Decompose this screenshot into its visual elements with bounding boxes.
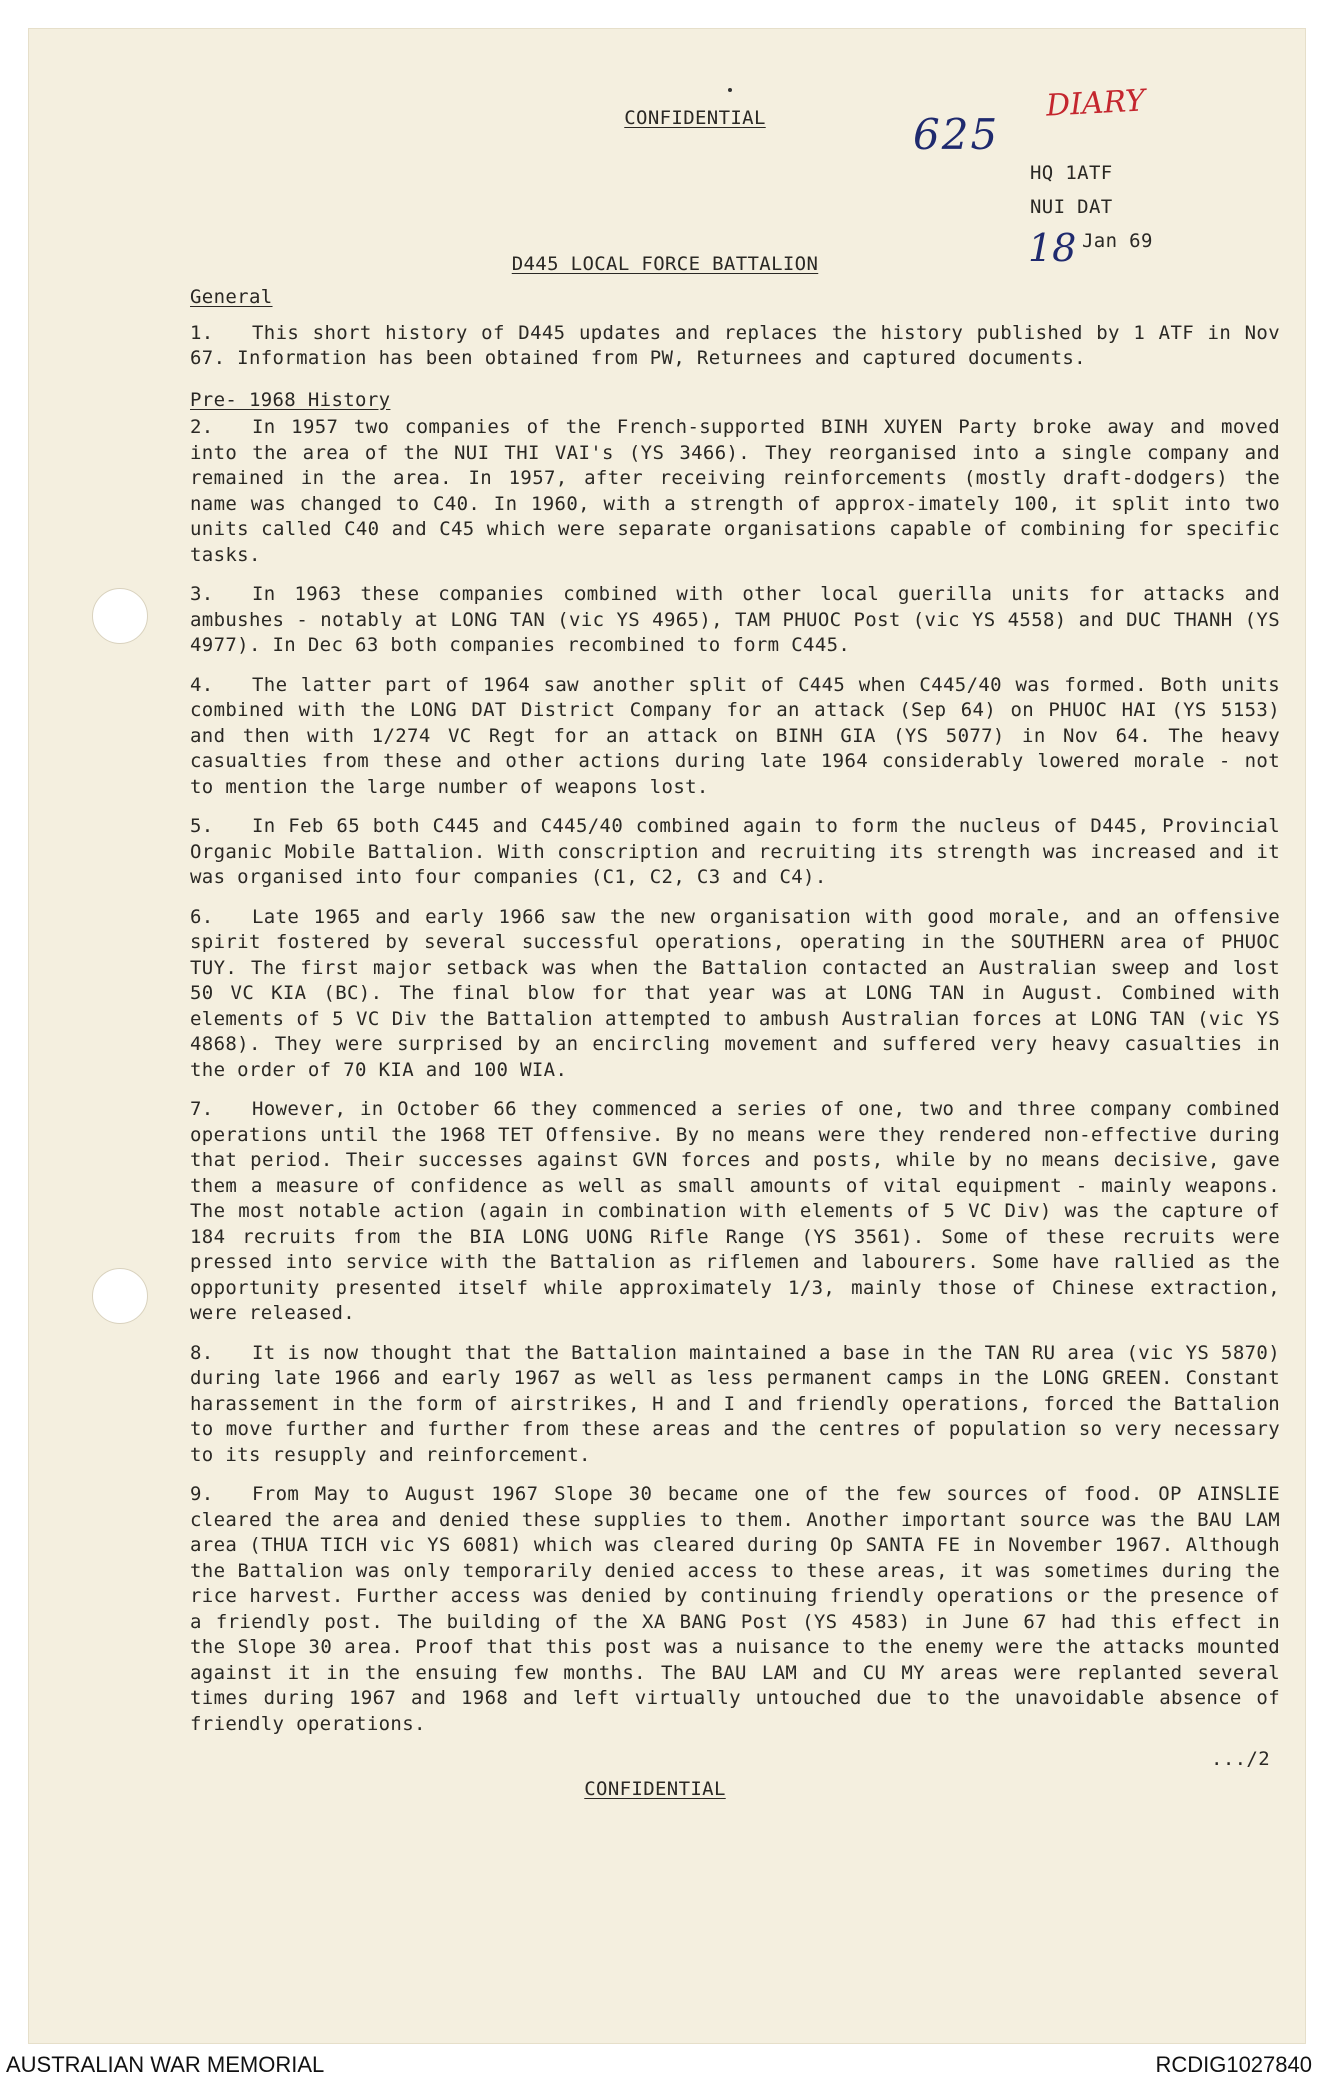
continuation-marker: .../2 xyxy=(1211,1748,1270,1770)
paragraph-9 xyxy=(190,1482,1280,1737)
classification-bottom: CONFIDENTIAL xyxy=(584,1778,726,1800)
paragraph-number: 7. xyxy=(190,1098,214,1120)
paragraph-text: In 1963 these companies combined with other local guerilla units for attacks and ambushes - notably at LONG TAN (vic YS 4965), TAM PHUOC Post (vic YS 4558) and DUC THANH (YS 4977). In Dec 63 both companies recombined to form C445. xyxy=(190,583,1280,656)
paragraph-number: 5. xyxy=(190,815,214,837)
paragraph-number: 8. xyxy=(190,1341,214,1364)
paragraph-3 xyxy=(190,582,1280,659)
punch-hole xyxy=(92,1268,148,1324)
paragraph-number: 4. xyxy=(190,673,214,696)
header-block xyxy=(1030,156,1250,258)
hq-line: HQ 1ATF xyxy=(1030,162,1113,184)
paragraph-6 xyxy=(190,905,1280,1084)
handwritten-diary-label: DIARY xyxy=(1045,83,1146,124)
archive-name: AUSTRALIAN WAR MEMORIAL xyxy=(6,2052,325,2077)
paragraph-4 xyxy=(190,673,1280,801)
ink-dot xyxy=(728,88,732,92)
section-heading-general: General xyxy=(190,286,273,308)
paragraph-text: However, in October 66 they commenced a series of one, two and three company combined operations until the 1968 TET Offensive. By no means were they rendered non-effective during that period. Their successes against GVN forces and posts, while by no means decisive, gave them a measure of confidence as well as small amounts of vital equipment - mainly weapons. The most notable action (again in combination with elements of 5 VC Div) was the capture of 184 recruits from the BIA LONG UONG Rifle Range (YS 3561). Some of these recruits were pressed into service with the Battalion as riflemen and labourers. Some have rallied as the opportunity presented itself while approximately 1/3, mainly those of Chinese extraction, were released. xyxy=(190,1098,1280,1324)
paragraph-number: 2. xyxy=(190,416,214,438)
paragraph-7 xyxy=(190,1097,1280,1327)
handwritten-folio-number: 625 xyxy=(913,110,1000,159)
document-body xyxy=(190,106,1280,1813)
section-heading-pre1968: Pre- 1968 History xyxy=(190,388,391,411)
classification-top: CONFIDENTIAL xyxy=(624,107,766,129)
location-line: NUI DAT xyxy=(1030,196,1113,218)
paragraph-number: 6. xyxy=(190,905,214,928)
paragraph-text: Late 1965 and early 1966 saw the new organisation with good morale, and an offensive spirit fostered by several successful operations, operating in the SOUTHERN area of PHUOC TUY. The first major setback was when the Battalion contacted an Australian sweep and lost 50 VC KIA (BC). The final blow for that year was at LONG TAN in August. Combined with elements of 5 VC Div the Battalion attempted to ambush Australian forces at LONG TAN (vic YS 4868). They were surprised by an encircling movement and suffered very heavy casualties in the order of 70 KIA and 100 WIA. xyxy=(190,905,1280,1081)
paragraph-number: 1. xyxy=(190,321,214,344)
paragraph-text: It is now thought that the Battalion maintained a base in the TAN RU area (vic YS 5870) during late 1966 and early 1967 as well as less permanent camps in the LONG GREEN. Constant harassement in the form of airstrikes, H and I and friendly operations, forced the Battalion to move further and further from these areas and the centres of population so very necessary to its resupply and reinforcement. xyxy=(190,1341,1280,1466)
paragraph-8 xyxy=(190,1341,1280,1469)
paragraph-text: In 1957 two companies of the French-supported BINH XUYEN Party broke away and moved into the area of the NUI THI VAI's (YS 3466). They reorganised into a single company and remained in the area. In 1957, after receiving reinforcements (mostly draft-dodgers) the name was changed to C40. In 1960, with a strength of approx-imately 100, it split into two units called C40 and C45 which were separate organisations capable of combining for specific tasks. xyxy=(190,416,1280,566)
paragraph-5 xyxy=(190,814,1280,891)
handwritten-day: 18 xyxy=(1028,226,1077,270)
paragraph-text: This short history of D445 updates and replaces the history published by 1 ATF in Nov 67. Information has been obtained from PW, Returnees and captured documents. xyxy=(190,321,1280,369)
paragraph-number: 3. xyxy=(190,583,214,605)
page-footer xyxy=(190,1743,1280,1813)
document-page xyxy=(28,28,1306,2044)
paragraph-number: 9. xyxy=(190,1483,214,1505)
archive-reference: RCDIG1027840 xyxy=(1155,2052,1312,2077)
paragraph-text: From May to August 1967 Slope 30 became one of the few sources of food. OP AINSLIE cleared the area and denied these supplies to them. Another important source was the BAU LAM area (THUA TICH vic YS 6081) which was cleared during Op SANTA FE in November 1967. Although the Battalion was only temporarily denied access to these areas, it was sometimes during the rice harvest. Further access was denied by continuing friendly operations or the presence of a friendly post. The building of the XA BANG Post (YS 4583) in June 67 had this effect in the Slope 30 area. Proof that this post was a nuisance to the enemy were the attacks mounted against it in the ensuing few months. The BAU LAM and CU MY areas were replanted several times during 1967 and 1968 and left virtually untouched due to the unavoidable absence of friendly operations. xyxy=(190,1483,1280,1735)
archive-caption-bar xyxy=(0,2046,1320,2082)
paragraph-text: In Feb 65 both C445 and C445/40 combined again to form the nucleus of D445, Provincial Organic Mobile Battalion. With conscription and recruiting its strength was increased and it was organised into four companies (C1, C2, C3 and C4). xyxy=(190,815,1280,888)
document-title: D445 LOCAL FORCE BATTALION xyxy=(511,252,819,275)
date-line: Jan 69 xyxy=(1082,230,1153,252)
paragraph-2 xyxy=(190,415,1280,568)
paragraph-1 xyxy=(190,321,1280,372)
paragraph-text: The latter part of 1964 saw another split of C445 when C445/40 was formed. Both units combined with the LONG DAT District Company for an attack (Sep 64) on PHUOC HAI (YS 5153) and then with 1/274 VC Regt for an attack on BINH GIA (YS 5077) in Nov 64. The heavy casualties from these and other actions during late 1964 considerably lowered morale - not to mention the large number of weapons lost. xyxy=(190,673,1280,798)
punch-hole xyxy=(92,588,148,644)
